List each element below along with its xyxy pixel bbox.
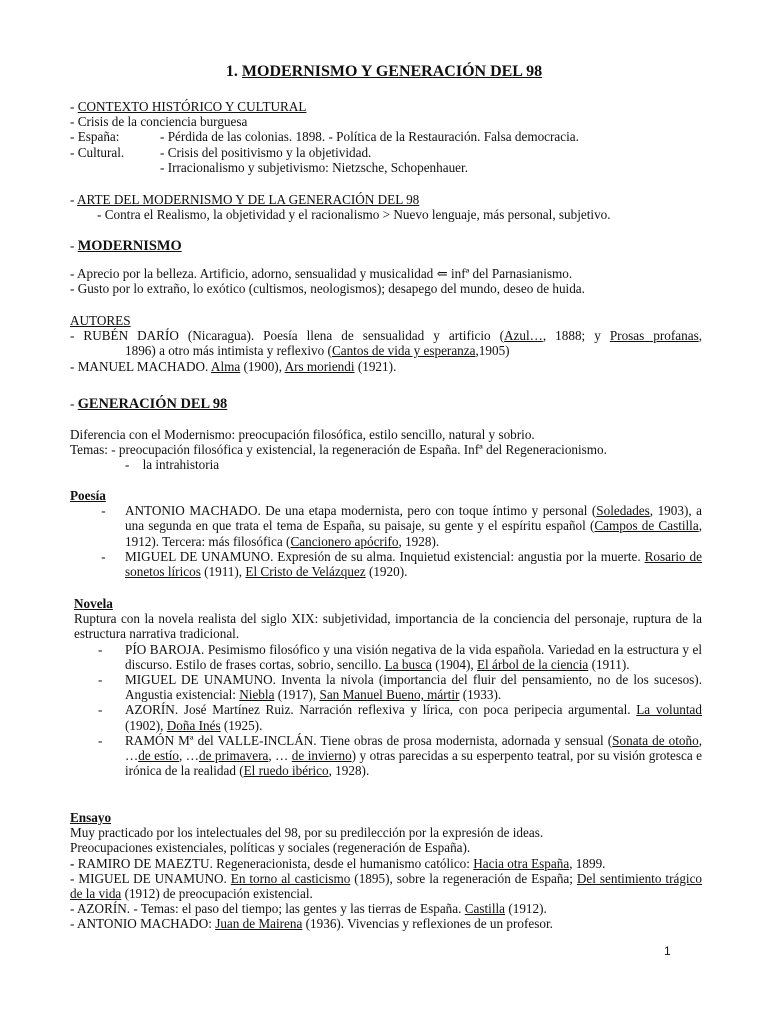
page-title-text: MODERNISMO Y GENERACIÓN DEL 98: [241, 63, 543, 80]
author-manuel-machado: - MANUEL MACHADO. Alma (1900), Ars moriendi (1921).: [70, 358, 397, 374]
modernismo-heading: MODERNISMO: [77, 238, 182, 254]
section-modernismo: - MODERNISMO: [70, 238, 182, 254]
author-dario: - RUBÉN DARÍO (Nicaragua). Poesía llena de sensualidad y artificio (Azul…, 1888; y Prosas profanas,: [70, 328, 702, 344]
left-arrow-icon: ⇐: [436, 266, 448, 281]
poesia-antonio-machado: - ANTONIO MACHADO. De una etapa modernista, pero con toque íntimo y personal (Soledades, 1903), a una segunda en que trata el tema de España, su paisaje, su gente y el espíritu español (Campos de Castilla, 1912). Tercera: más filosófica (Cancionero apócrifo, 1928).: [98, 503, 703, 549]
novela-valle-inclan: - RAMÓN Mª del VALLE-INCLÁN. Tiene obras de prosa modernista, adornada y sensual (Sonata de otoño, …de estío, …de primavera, … de invierno) y otras parecidas a su esperpento teatral, por su visión grotesca e irónica de la realidad (El ruedo ibérico, 1928).: [98, 732, 703, 779]
section-g98: - GENERACIÓN DEL 98: [70, 396, 228, 412]
ensayo-antonio-machado: - ANTONIO MACHADO: Juan de Mairena (1936). Vivencias y reflexiones de un profesor.: [70, 916, 553, 932]
section-poesia: [70, 488, 702, 579]
ensayo-unamuno: - MIGUEL DE UNAMUNO. En torno al casticismo (1895), sobre la regeneración de España; Del sentimiento trágico de la vida (1912) de preocupación existencial.: [70, 870, 703, 902]
section-ensayo: Ensayo Muy practicado por los intelectuales del 98, por su predilección por la expresión de ideas. Preocupaciones existenciales, políticas y sociales (regeneración de España). - RAMIRO DE MAEZTU. Regeneracionista, desde el humanismo católico: Hacia otra España, 1899. - MIGUEL DE UNAMUNO. En torno al casticismo (1895), sobre la regeneración de España; Del sentimiento trágico de la vida (1912) de preocupación existencial. - AZORÍN. - Temas: el paso del tiempo; las gentes y las tierras de España. Castilla (1912). - ANTONIO MACHADO: Juan de Mairena (1936). Vivencias y reflexiones de un profesor.: [70, 810, 703, 932]
section-novela: Novela Ruptura con la novela realista del siglo XIX: subjetividad, importancia de la conciencia del personaje, ruptura de la estructura narrativa tradicional. - PÍO BAROJA. Pesimismo filosófico y una visión negativa de la vida española. Variedad en la estructura y el discurso. Estilo de frases cortas, sobrio, sencillo. La busca (1904), El árbol de la ciencia (1911). - MIGUEL DE UNAMUNO. Inventa la nivola (importancia del fluir del pensamiento, no de los sucesos). Angustia existencial: Niebla (1917), San Manuel Bueno, mártir (1933). - AZORÍN. José Martínez Ruiz. Narración reflexiva y lírica, con poca peripecia argumental. La voluntad (1902), Doña Inés (1925). - RAMÓN Mª del VALLE-INCLÁN. Tiene obras de prosa modernista, adornada y sensual (Sonata de otoño, …de estío, …de primavera, … de invierno) y otras parecidas a su esperpento teatral, por su visión grotesca e irónica de la realidad (El ruedo ibérico, 1928).: [70, 596, 702, 778]
poesia-heading: Poesía: [70, 488, 106, 503]
autores-heading: AUTORES: [70, 313, 131, 328]
ensayo-azorin: - AZORÍN. - Temas: el paso del tiempo; las gentes y las tierras de España. Castilla (1912).: [70, 901, 547, 917]
modernismo-autores: AUTORES - RUBÉN DARÍO (Nicaragua). Poesía llena de sensualidad y artificio (Azul…, 1888; y Prosas profanas, 1896) a otro más intimista y reflexivo (Cantos de vida y esperanza,1905) - MANUEL MACHADO. Alma (1900), Ars moriendi (1921).: [70, 313, 702, 374]
page-number: 1: [664, 944, 671, 958]
section-contexto: - CONTEXTO HISTÓRICO Y CULTURAL - Crisis de la conciencia burguesa - España: - Pérdida de las colonias. 1898. - Política de la Restauración. Falsa democracia. - Cultural. - Crisis del positivismo y la objetividad. - Irracionalismo y subjetivismo: Nietzsche, Schopenhauer.: [70, 99, 579, 175]
novela-baroja: - PÍO BAROJA. Pesimismo filosófico y una visión negativa de la vida española. Variedad en la estructura y el discurso. Estilo de frases cortas, sobrio, sencillo. La busca (1904), El árbol de la ciencia (1911).: [98, 641, 702, 672]
g98-intro: Diferencia con el Modernismo: preocupación filosófica, estilo sencillo, natural y sobrio. Temas: - preocupación filosófica y existencial, la regeneración de España. Infª del Regeneracionismo. - la intrahistoria: [70, 427, 607, 473]
g98-heading: GENERACIÓN DEL 98: [77, 396, 228, 412]
ensayo-heading: Ensayo: [70, 810, 112, 825]
novela-azorin: - AZORÍN. José Martínez Ruiz. Narración reflexiva y lírica, con poca peripecia argumental. La voluntad (1902), Doña Inés (1925).: [98, 702, 702, 733]
arte-heading: ARTE DEL MODERNISMO Y DE LA GENERACIÓN DEL 98: [76, 192, 420, 207]
contexto-heading: CONTEXTO HISTÓRICO Y CULTURAL: [77, 99, 307, 114]
page-title: 1. MODERNISMO Y GENERACIÓN DEL 98: [225, 63, 543, 80]
novela-unamuno: - MIGUEL DE UNAMUNO. Inventa la nivola (importancia del fluir del pensamiento, no de los sucesos). Angustia existencial: Niebla (1917), San Manuel Bueno, mártir (1933).: [98, 672, 702, 703]
poesia-unamuno: - MIGUEL DE UNAMUNO. Expresión de su alma. Inquietud existencial: angustia por la muerte. Rosario de sonetos líricos (1911), El Cristo de Velázquez (1920).: [98, 548, 702, 580]
section-arte: - ARTE DEL MODERNISMO Y DE LA GENERACIÓN DEL 98 - Contra el Realismo, la objetividad y el racionalismo > Nuevo lenguaje, más personal, subjetivo.: [70, 192, 611, 223]
ensayo-maeztu: - RAMIRO DE MAEZTU. Regeneracionista, desde el humanismo católico: Hacia otra España, 1899.: [70, 855, 606, 871]
novela-heading: Novela: [74, 596, 113, 611]
modernismo-rasgos: - Aprecio por la belleza. Artificio, adorno, sensualidad y musicalidad ⇐ infª del Parnasianismo. - Gusto por lo extraño, lo exótico (cultismos, neologismos); desapego del mundo, deseo de huida.: [70, 266, 585, 297]
